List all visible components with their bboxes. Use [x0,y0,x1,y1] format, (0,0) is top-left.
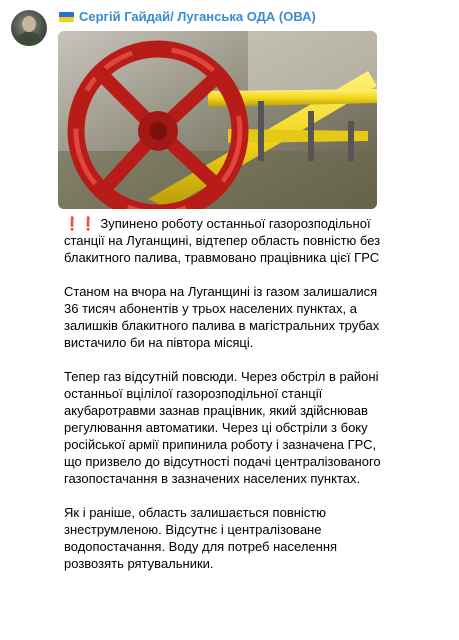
avatar-body [16,32,42,46]
message-photo[interactable] [58,31,377,209]
message-bubble [55,0,451,640]
paragraph-text: Зупинено роботу останньої газорозподільної станції на Луганщині, відтепер область повністю без блакитного палива, травмовано працівника цієї ГРС [64,216,381,265]
avatar[interactable] [11,10,47,46]
sender-name[interactable] [59,9,316,24]
avatar-head [22,16,36,32]
message-paragraph-3: Тепер газ відсутній повсюди. Через обстріл в районі останньої вцілілої газорозподільної станції акубаротравми зазнав працівник, який здійснював регулювання автоматики. Через ці обстріли з боку російської армії припинила роботу і зазначена ГРС, що призвело до відсутності подачі централізованого газопостачання в зазначених населених пунктах. [64,369,381,486]
ukraine-flag-icon [59,12,74,22]
sender-name-text: Сергій Гайдай/ Луганська ОДА (ОВА) [79,9,316,24]
message-text [64,215,394,589]
message-paragraph-1 [64,215,394,266]
gas-valve-photo [58,31,377,209]
double-exclamation-icon: ❗❗ [64,216,97,231]
message-paragraph-4: Як і раніше, область залишається повністю знеструмленою. Відсутнє і централізоване водопостачання. Воду для потреб населення розвозять рятувальники. [64,505,338,571]
message-paragraph-2: Станом на вчора на Луганщині із газом залишалися 36 тисяч абонентів у трьох населених пунктах, а залишків блакитного палива в магістральних трубах вистачило би на півтора місяці. [64,284,380,350]
